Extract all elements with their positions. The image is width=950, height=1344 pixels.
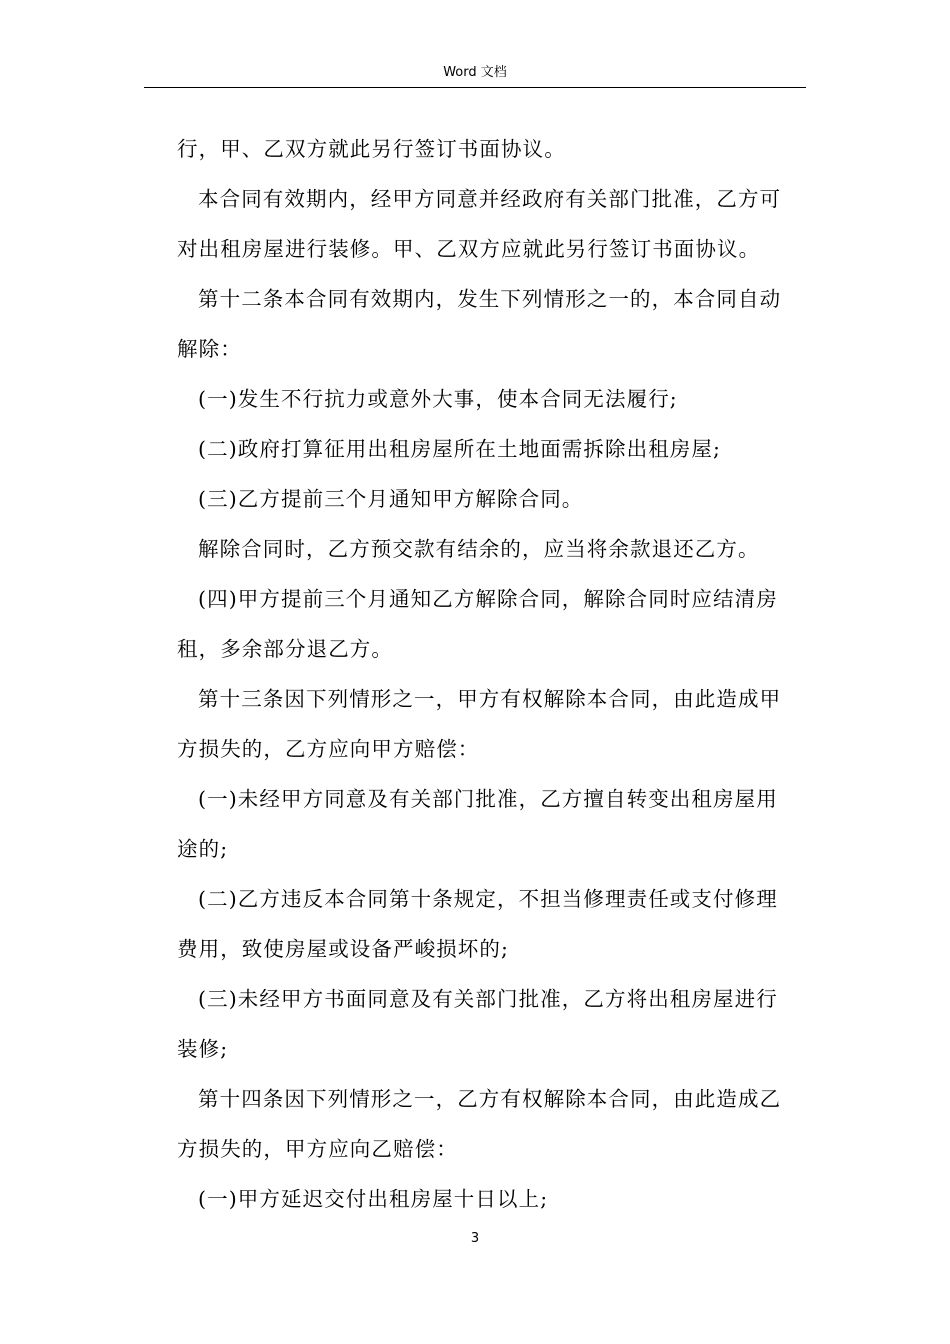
- body-line: (一)未经甲方同意及有关部门批准，乙方擅自转变出租房屋用: [198, 787, 778, 811]
- body-line: 装修;: [177, 1037, 229, 1061]
- body-line: 本合同有效期内，经甲方同意并经政府有关部门批准，乙方可: [198, 187, 782, 211]
- body-line: 途的;: [177, 837, 229, 861]
- page-number: 3: [470, 1231, 480, 1246]
- body-line: 租，多余部分退乙方。: [177, 637, 393, 661]
- body-line: 费用，致使房屋或设备严峻损坏的;: [177, 937, 510, 961]
- body-line: 第十二条本合同有效期内，发生下列情形之一的，本合同自动: [198, 287, 782, 311]
- body-line: 对出租房屋进行装修。甲、乙双方应就此另行签订书面协议。: [177, 237, 761, 261]
- body-line: 解除合同时，乙方预交款有结余的，应当将余款退还乙方。: [198, 537, 760, 561]
- body-line: (三)未经甲方书面同意及有关部门批准，乙方将出租房屋进行: [198, 987, 778, 1011]
- body-line: 方损失的，乙方应向甲方赔偿：: [177, 737, 480, 761]
- document-body: [177, 124, 807, 1224]
- body-line: (二)政府打算征用出租房屋所在土地面需拆除出租房屋;: [198, 437, 722, 461]
- body-line: (一)发生不行抗力或意外大事，使本合同无法履行;: [198, 387, 678, 411]
- body-line: 第十四条因下列情形之一，乙方有权解除本合同，由此造成乙: [198, 1087, 782, 1111]
- header-divider: [144, 87, 806, 88]
- body-line: 解除：: [177, 337, 242, 361]
- body-line: (二)乙方违反本合同第十条规定，不担当修理责任或支付修理: [198, 887, 778, 911]
- body-line: (四)甲方提前三个月通知乙方解除合同，解除合同时应结清房: [198, 587, 778, 611]
- body-line: (一)甲方延迟交付出租房屋十日以上;: [198, 1187, 549, 1211]
- body-line: 行，甲、乙双方就此另行签订书面协议。: [177, 137, 566, 161]
- body-line: 第十三条因下列情形之一，甲方有权解除本合同，由此造成甲: [198, 687, 782, 711]
- page-header-title: Word 文档: [443, 65, 507, 80]
- body-line: 方损失的，甲方应向乙赔偿：: [177, 1137, 458, 1161]
- body-line: (三)乙方提前三个月通知甲方解除合同。: [198, 487, 584, 511]
